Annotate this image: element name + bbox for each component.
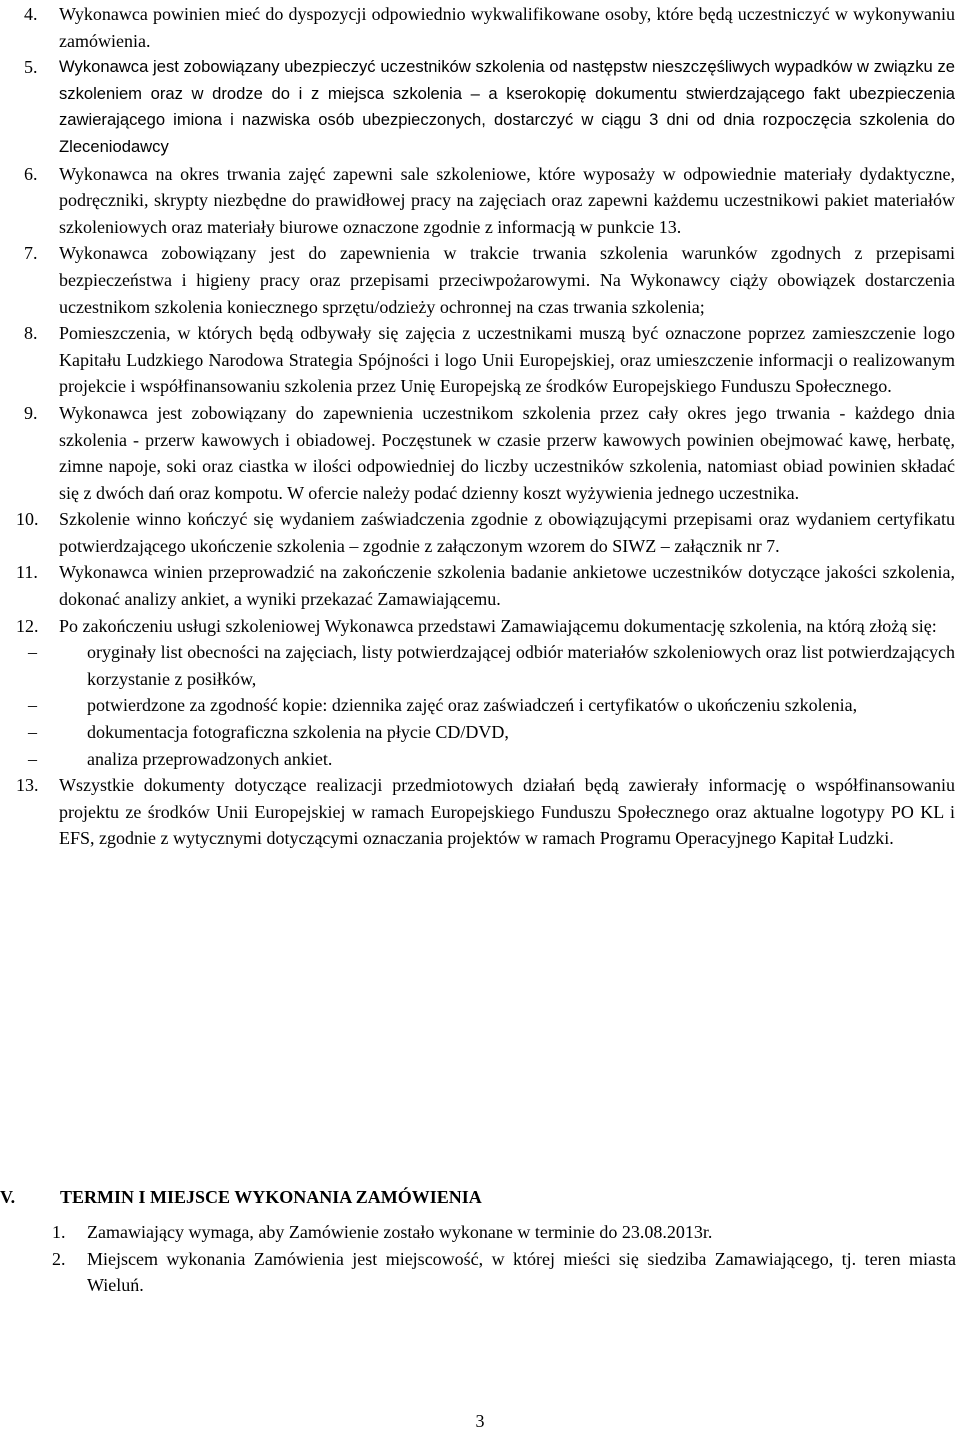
item-text: Wykonawca powinien mieć do dyspozycji odpowiednio wykwalifikowane osoby, które będą uczestniczyć w wykonywaniu zamówienia. <box>59 4 955 51</box>
item-text: Wykonawca winien przeprowadzić na zakończenie szkolenia badanie ankietowe uczestników dotyczące jakości szkolenia, dokonać analizy ankiet, a wyniki przekazać Zamawiającemu. <box>59 562 955 610</box>
list-item <box>52 1246 956 1299</box>
section-title: TERMIN I MIEJSCE WYKONANIA ZAMÓWIENIA <box>60 1187 482 1207</box>
section-list <box>52 1219 956 1299</box>
dash-text: oryginały list obecności na zajęciach, listy potwierdzającej odbiór materiałów szkoleniowych oraz list potwierdzających korzystanie z posiłków, <box>87 642 955 689</box>
item-number: 7. <box>24 243 38 264</box>
item-text: Wykonawca zobowiązany jest do zapewnienia w trakcie trwania szkolenia warunków zgodnych z przepisami bezpieczeństwa i higieny pracy oraz przepisami przeciwpożarowymi. Na Wykonawcy ciąży obowiązek dostarczenia uczestnikom szkolenia koniecznego sprzętu/odzieży ochronnej na czas trwania szkolenia; <box>59 243 955 317</box>
dash-mark: – <box>28 722 37 743</box>
item-text: Wszystkie dokumenty dotyczące realizacji przedmiotowych działań będą zawierały informację o współfinansowaniu projektu ze środków Unii Europejskiej w ramach Europejskiego Funduszu Społecznego oraz aktualne logotypy PO KL i EFS, zgodnie z wytycznymi dotyczącymi oznaczania projektów w ramach Programu Operacyjnego Kapitał Ludzki. <box>59 775 955 849</box>
item-number: 4. <box>24 4 38 24</box>
dash-mark: – <box>28 695 37 716</box>
item-number: 9. <box>24 402 38 423</box>
dash-text: analiza przeprowadzonych ankiet. <box>87 748 333 769</box>
list-item <box>24 1 955 54</box>
dash-item <box>24 692 955 719</box>
list-item <box>24 54 955 160</box>
list-item <box>16 613 955 640</box>
list-item <box>16 559 955 612</box>
list-item <box>16 506 955 559</box>
list-item <box>24 320 955 400</box>
dash-item <box>24 719 955 746</box>
list-item <box>24 240 955 320</box>
item-number: 13. <box>16 775 39 796</box>
item-number: 10. <box>16 509 39 530</box>
section-number: V. <box>0 1187 16 1207</box>
list-item <box>24 161 955 241</box>
item-text: Wykonawca jest zobowiązany do zapewnienia uczestnikom szkolenia przez cały okres jego trwania - każdego dnia szkolenia - przerw kawowych i obiadowej. Poczęstunek w czasie przerw kawowych powinien obejmować kawę, herbatę, zimne napoje, soki oraz ciastka w ilości odpowiedniej do liczby uczestników szkolenia, natomiast obiad powinien składać się z dwóch dań oraz kompotu. W ofercie należy podać dzienny koszt wyżywienia jednego uczestnika. <box>59 402 955 503</box>
dash-text: dokumentacja fotograficzna szkolenia na płycie CD/DVD, <box>87 722 509 743</box>
item-text: Wykonawca na okres trwania zajęć zapewni sale szkoleniowe, które wyposaży w odpowiednie materiały dydaktyczne, podręczniki, skrypty niezbędne do prawidłowej pracy na zajęciach oraz zapewni każdemu uczestnikowi pakiet materiałów szkoleniowych oraz materiały biurowe oznaczone zgodnie z informacją w punkcie 13. <box>59 163 955 237</box>
dash-item <box>24 746 955 773</box>
dash-mark: – <box>28 642 37 663</box>
documentation-dash-list <box>24 639 955 772</box>
item-number: 12. <box>16 615 39 636</box>
item-number: 11. <box>16 562 38 583</box>
item-number: 2. <box>52 1248 66 1269</box>
item-number: 5. <box>24 57 38 78</box>
item-number: 1. <box>52 1222 66 1242</box>
dash-item <box>24 639 955 692</box>
item-number: 6. <box>24 163 38 184</box>
list-item <box>16 772 955 852</box>
requirements-list <box>16 0 955 852</box>
item-text: Zamawiający wymaga, aby Zamówienie zostało wykonane w terminie do 23.08.2013r. <box>87 1222 713 1242</box>
section-heading <box>0 1187 960 1208</box>
page-number: 3 <box>475 1411 485 1431</box>
item-text: Wykonawca jest zobowiązany ubezpieczyć uczestników szkolenia od następstw nieszczęśliwych wypadków w związku ze szkoleniem oraz w drodze do i z miejsca szkolenia – a kserokopię dokumentu stwierdzającego fakt ubezpieczenia zawierającego imiona i nazwiska osób ubezpieczonych, dostarczyć w ciągu 3 dni od dnia rozpoczęcia szkolenia do Zleceniodawcy <box>59 57 955 156</box>
item-text: Miejscem wykonania Zamówienia jest miejscowość, w której mieści się siedziba Zamawiającego, tj. teren miasta Wieluń. <box>87 1248 956 1296</box>
list-item <box>52 1219 956 1246</box>
dash-mark: – <box>28 748 37 769</box>
dash-text: potwierdzone za zgodność kopie: dziennika zajęć oraz zaświadczeń i certyfikatów o ukończeniu szkolenia, <box>87 695 858 716</box>
item-text: Po zakończeniu usługi szkoleniowej Wykonawca przedstawi Zamawiającemu dokumentację szkolenia, na którą złożą się: <box>59 615 937 636</box>
item-text: Szkolenie winno kończyć się wydaniem zaświadczenia zgodnie z obowiązującymi przepisami oraz wydaniem certyfikatu potwierdzającego ukończenie szkolenia – zgodnie z załączonym wzorem do SIWZ – załącznik nr 7. <box>59 509 955 556</box>
item-text: Pomieszczenia, w których będą odbywały się zajęcia z uczestnikami muszą być oznaczone poprzez zamieszczenie logo Kapitału Ludzkiego Narodowa Strategia Spójności i logo Unii Europejskiej, oraz umieszczenie informacji o realizowanym projekcie i współfinansowaniu szkolenia przez Unię Europejską ze środków Europejskiego Funduszu Społecznego. <box>59 323 955 397</box>
list-item <box>24 400 955 506</box>
item-number: 8. <box>24 323 38 344</box>
